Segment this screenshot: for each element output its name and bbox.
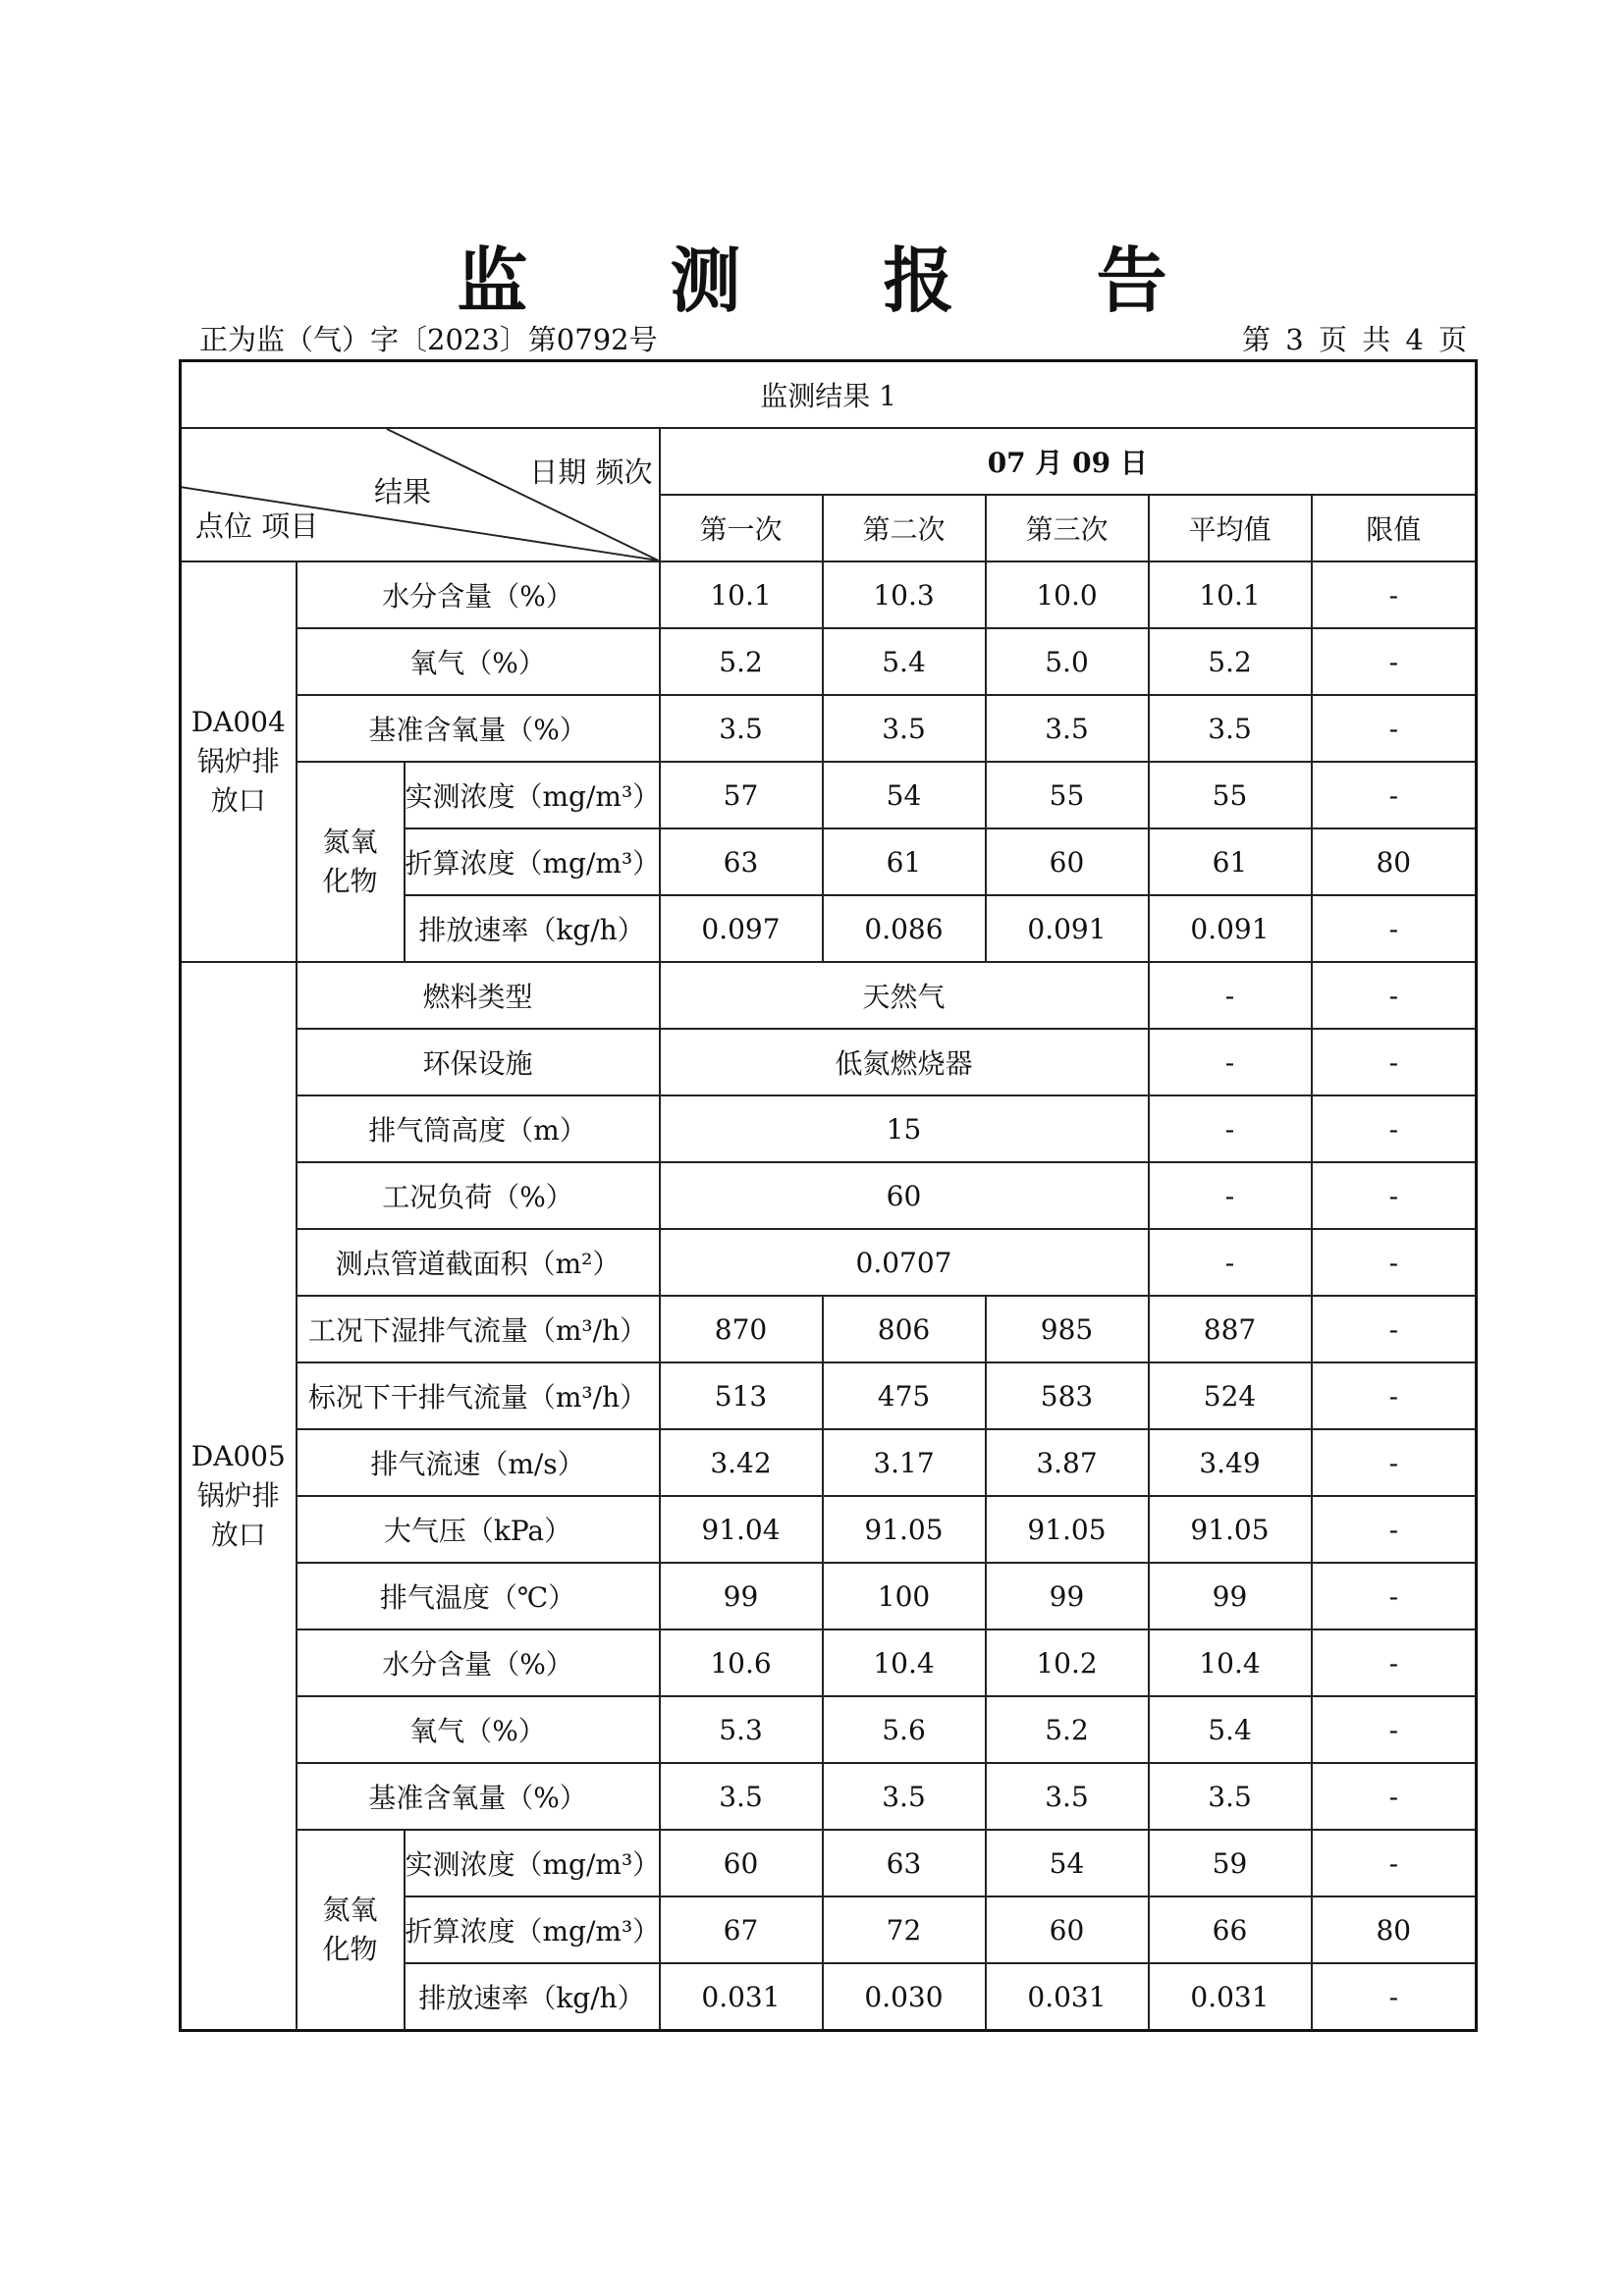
corner-result: 结果: [374, 475, 432, 508]
value-cell: 475: [823, 1362, 986, 1429]
column-header: 限值: [1312, 495, 1477, 561]
value-cell: 5.6: [823, 1696, 986, 1763]
item-label: 基准含氧量（%）: [297, 1763, 660, 1830]
merged-value-cell: 0.0707: [660, 1229, 1149, 1296]
value-cell: -: [1312, 628, 1477, 695]
value-cell: -: [1312, 1963, 1477, 2031]
item-label: 排放速率（kg/h）: [405, 1963, 660, 2031]
value-cell: 63: [823, 1830, 986, 1896]
value-cell: 61: [1149, 828, 1312, 895]
table-row: [181, 1696, 1477, 1763]
corner-header: [181, 428, 660, 561]
value-cell: 99: [1149, 1563, 1312, 1629]
point-label-da004: DA004 锅炉排 放口: [181, 561, 297, 962]
value-cell: 0.031: [986, 1963, 1149, 2031]
value-cell: 10.1: [1149, 561, 1312, 628]
item-label: 实测浓度（mg/m³）: [405, 762, 660, 828]
value-cell: 0.097: [660, 895, 823, 962]
report-title: 监 测 报 告: [457, 239, 1226, 322]
value-cell: 5.4: [1149, 1696, 1312, 1763]
value-cell: -: [1312, 1696, 1477, 1763]
value-cell: -: [1312, 962, 1477, 1029]
item-label: 氧气（%）: [297, 628, 660, 695]
value-cell: -: [1312, 561, 1477, 628]
value-cell: 0.086: [823, 895, 986, 962]
value-cell: 10.0: [986, 561, 1149, 628]
value-cell: 57: [660, 762, 823, 828]
value-cell: 91.05: [986, 1496, 1149, 1563]
column-header: 平均值: [1149, 495, 1312, 561]
value-cell: -: [1312, 1496, 1477, 1563]
item-label: 工况下湿排气流量（m³/h）: [297, 1296, 660, 1362]
item-label: 氧气（%）: [297, 1696, 660, 1763]
value-cell: 72: [823, 1896, 986, 1963]
value-cell: 5.2: [1149, 628, 1312, 695]
value-cell: 55: [1149, 762, 1312, 828]
date-header: 07 月 09 日: [660, 428, 1477, 495]
item-label: 水分含量（%）: [297, 1629, 660, 1696]
value-cell: 3.5: [986, 1763, 1149, 1830]
value-cell: 60: [660, 1830, 823, 1896]
value-cell: -: [1312, 1229, 1477, 1296]
table-row: [181, 762, 1477, 828]
value-cell: 513: [660, 1362, 823, 1429]
item-label: 排气流速（m/s）: [297, 1429, 660, 1496]
value-cell: -: [1312, 1629, 1477, 1696]
item-label: 折算浓度（mg/m³）: [405, 828, 660, 895]
value-cell: 5.2: [986, 1696, 1149, 1763]
item-label: 燃料类型: [297, 962, 660, 1029]
value-cell: 5.4: [823, 628, 986, 695]
table-row: [181, 1362, 1477, 1429]
table-row: [181, 1563, 1477, 1629]
item-label: 环保设施: [297, 1029, 660, 1095]
group-label-nox: 氮氧 化物: [297, 1830, 405, 2031]
value-cell: 3.5: [1149, 1763, 1312, 1830]
value-cell: 10.6: [660, 1629, 823, 1696]
item-label: 大气压（kPa）: [297, 1496, 660, 1563]
item-label: 折算浓度（mg/m³）: [405, 1896, 660, 1963]
value-cell: 10.2: [986, 1629, 1149, 1696]
merged-value-cell: 低氮燃烧器: [660, 1029, 1149, 1095]
value-cell: 60: [986, 828, 1149, 895]
value-cell: -: [1312, 1095, 1477, 1162]
table-row: [181, 1830, 1477, 1896]
value-cell: -: [1149, 1029, 1312, 1095]
corner-point-item: 点位 项目: [195, 509, 319, 543]
merged-value-cell: 天然气: [660, 962, 1149, 1029]
value-cell: -: [1312, 1162, 1477, 1229]
value-cell: 61: [823, 828, 986, 895]
table-row: [181, 1496, 1477, 1563]
value-cell: 55: [986, 762, 1149, 828]
value-cell: 985: [986, 1296, 1149, 1362]
value-cell: -: [1312, 762, 1477, 828]
item-label: 实测浓度（mg/m³）: [405, 1830, 660, 1896]
item-label: 水分含量（%）: [297, 561, 660, 628]
value-cell: 5.3: [660, 1696, 823, 1763]
group-label-nox: 氮氧 化物: [297, 762, 405, 962]
value-cell: -: [1312, 1563, 1477, 1629]
table-row: [181, 1229, 1477, 1296]
value-cell: 806: [823, 1296, 986, 1362]
value-cell: 5.0: [986, 628, 1149, 695]
item-label: 工况负荷（%）: [297, 1162, 660, 1229]
value-cell: 10.1: [660, 561, 823, 628]
value-cell: 887: [1149, 1296, 1312, 1362]
item-label: 排放速率（kg/h）: [405, 895, 660, 962]
value-cell: 80: [1312, 1896, 1477, 1963]
value-cell: -: [1312, 1362, 1477, 1429]
value-cell: 0.091: [986, 895, 1149, 962]
table-row: [181, 1029, 1477, 1095]
document-number: 正为监（气）字〔2023〕第0792号: [199, 323, 658, 356]
value-cell: -: [1312, 1830, 1477, 1896]
value-cell: 3.17: [823, 1429, 986, 1496]
point-label-da005: DA005 锅炉排 放口: [181, 962, 297, 2031]
value-cell: 0.030: [823, 1963, 986, 2031]
table-row: [181, 1162, 1477, 1229]
value-cell: -: [1149, 1229, 1312, 1296]
value-cell: 3.5: [660, 695, 823, 762]
value-cell: 870: [660, 1296, 823, 1362]
value-cell: 3.49: [1149, 1429, 1312, 1496]
item-label: 标况下干排气流量（m³/h）: [297, 1362, 660, 1429]
table-row: [181, 695, 1477, 762]
value-cell: 10.3: [823, 561, 986, 628]
value-cell: 3.5: [986, 695, 1149, 762]
value-cell: 54: [823, 762, 986, 828]
value-cell: 0.031: [660, 1963, 823, 2031]
value-cell: 91.05: [823, 1496, 986, 1563]
value-cell: 66: [1149, 1896, 1312, 1963]
table-row: [181, 1763, 1477, 1830]
value-cell: 54: [986, 1830, 1149, 1896]
value-cell: 80: [1312, 828, 1477, 895]
value-cell: -: [1149, 962, 1312, 1029]
merged-value-cell: 60: [660, 1162, 1149, 1229]
value-cell: 100: [823, 1563, 986, 1629]
value-cell: -: [1312, 1763, 1477, 1830]
table-row: [181, 1429, 1477, 1496]
table-row: [181, 1095, 1477, 1162]
value-cell: 99: [660, 1563, 823, 1629]
table-row: [181, 561, 1477, 628]
value-cell: 63: [660, 828, 823, 895]
value-cell: 3.5: [1149, 695, 1312, 762]
value-cell: 3.87: [986, 1429, 1149, 1496]
value-cell: 3.5: [823, 695, 986, 762]
value-cell: 583: [986, 1362, 1149, 1429]
page-number: 第 3 页 共 4 页: [1242, 323, 1467, 356]
corner-date-freq: 日期 频次: [529, 455, 653, 489]
monitoring-results-table: [179, 359, 1478, 2032]
value-cell: -: [1312, 1029, 1477, 1095]
value-cell: 0.091: [1149, 895, 1312, 962]
item-label: 基准含氧量（%）: [297, 695, 660, 762]
column-header: 第三次: [986, 495, 1149, 561]
value-cell: -: [1312, 895, 1477, 962]
item-label: 测点管道截面积（m²）: [297, 1229, 660, 1296]
value-cell: 3.5: [823, 1763, 986, 1830]
table-row: [181, 1296, 1477, 1362]
value-cell: 0.031: [1149, 1963, 1312, 2031]
value-cell: 91.04: [660, 1496, 823, 1563]
table-row: [181, 1629, 1477, 1696]
table-row: [181, 628, 1477, 695]
value-cell: -: [1312, 1296, 1477, 1362]
item-label: 排气筒高度（m）: [297, 1095, 660, 1162]
value-cell: -: [1312, 1429, 1477, 1496]
value-cell: 3.42: [660, 1429, 823, 1496]
value-cell: 10.4: [1149, 1629, 1312, 1696]
value-cell: 5.2: [660, 628, 823, 695]
value-cell: 91.05: [1149, 1496, 1312, 1563]
value-cell: 67: [660, 1896, 823, 1963]
merged-value-cell: 15: [660, 1095, 1149, 1162]
value-cell: 60: [986, 1896, 1149, 1963]
value-cell: -: [1149, 1162, 1312, 1229]
column-header: 第一次: [660, 495, 823, 561]
column-header: 第二次: [823, 495, 986, 561]
value-cell: -: [1149, 1095, 1312, 1162]
value-cell: 59: [1149, 1830, 1312, 1896]
value-cell: 10.4: [823, 1629, 986, 1696]
value-cell: 524: [1149, 1362, 1312, 1429]
value-cell: 3.5: [660, 1763, 823, 1830]
table-caption: 监测结果 1: [181, 361, 1477, 429]
table-row: [181, 962, 1477, 1029]
item-label: 排气温度（℃）: [297, 1563, 660, 1629]
value-cell: -: [1312, 695, 1477, 762]
value-cell: 99: [986, 1563, 1149, 1629]
